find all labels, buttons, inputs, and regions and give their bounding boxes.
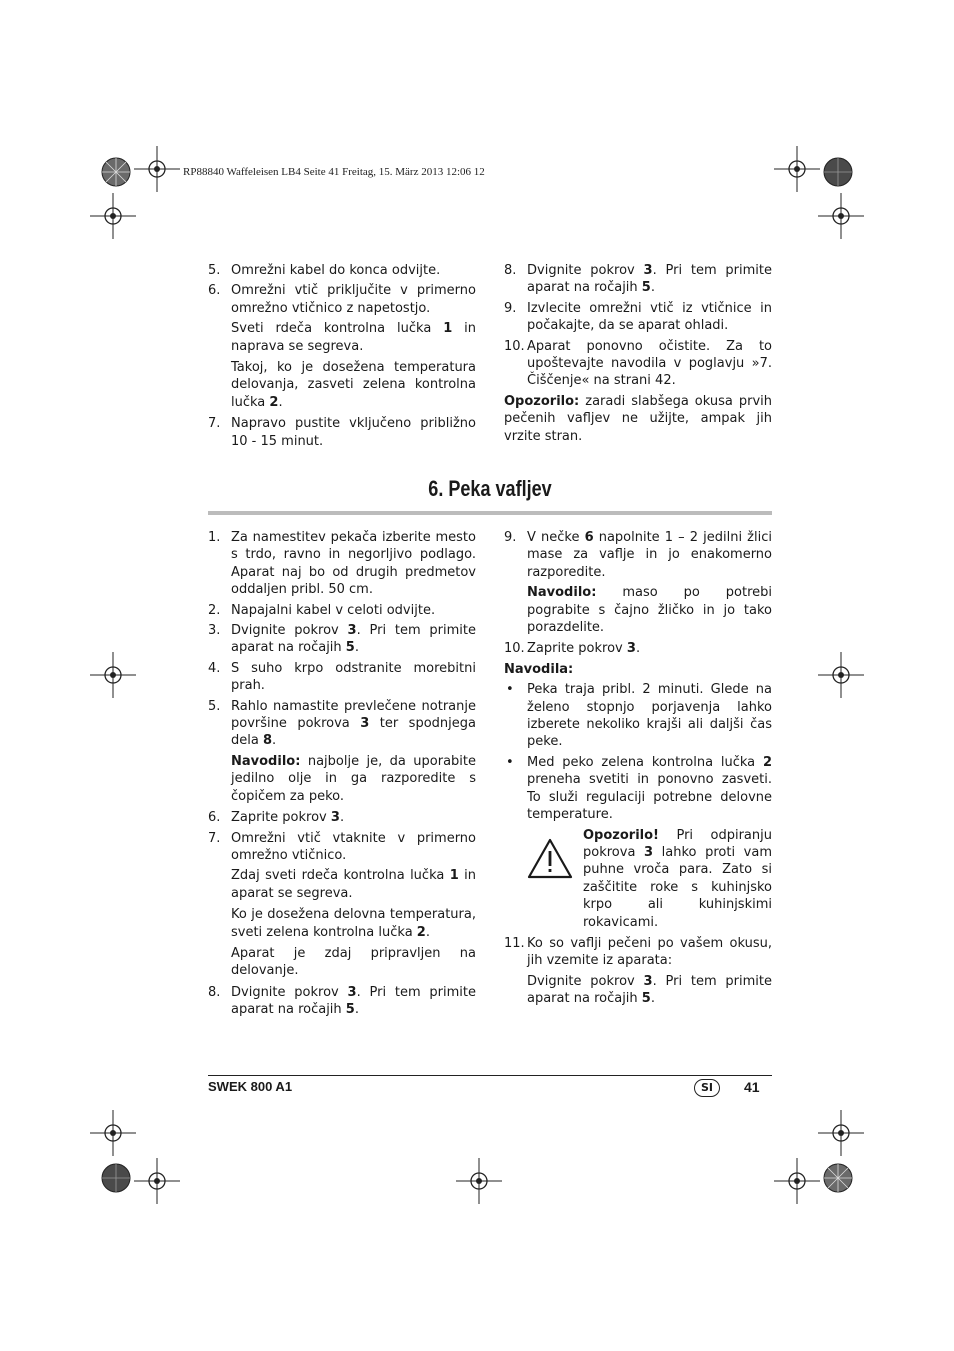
list-item [208,262,476,279]
paragraph [208,359,476,411]
crosshair-icon [818,652,864,698]
crosshair-icon [456,1158,502,1204]
item-number: 7. [208,416,221,432]
item-text: S suho krpo odstranite morebitni prah. [231,660,476,694]
text: . [278,394,283,410]
top-right-column [504,262,772,448]
item-number: 2. [208,602,221,618]
crosshair-icon [90,1110,136,1156]
crosshair-icon [90,193,136,239]
text: . Pri tem primite aparat na ročajih [527,973,773,1007]
text: Pri odpiranju pokrova [583,827,772,860]
item-number: 4. [208,660,221,676]
text: . Pri tem primite aparat na ročajih [527,263,773,296]
item-text: Napravo pustite vključeno približno 10 - 15 minut. [231,416,476,449]
text: . [650,280,655,296]
item-number: 8. [504,263,517,278]
print-slug: RP88840 Waffeleisen LB4 Seite 41 Freitag, 15. März 2013 12:06 12 [183,166,485,178]
text: Med peko zelena kontrolna lučka [527,754,763,770]
ref-number: 3 [643,263,653,278]
text: Dvignite pokrov [231,984,348,1000]
item-number: 11. [504,935,525,951]
list-item [208,282,476,317]
text: . Pri tem primite aparat na ročajih [231,984,477,1018]
item-text: Ko so vaflji pečeni po vašem okusu, jih vzemite iz aparata: [527,935,772,969]
item-text: Izvlecite omrežni vtič iz vtičnice in počakajte, da se aparat ohladi. [527,300,772,334]
bullet-item [504,754,772,824]
item-text: Napajalni kabel v celoti odvijte. [231,602,436,618]
warning-note [504,393,772,445]
ref-number: 1 [443,321,453,337]
ref-number: 8 [262,733,273,749]
paragraph [208,320,476,355]
text: ter spodnjega dela [231,716,476,749]
text: Zaprite pokrov [527,641,627,657]
item-text: Omrežni vtič vtaknite v primerno omrežno vtičnico. [231,830,476,863]
ref-number: 3 [330,810,340,826]
section-title: 6. Peka vafljev [428,476,552,501]
list-item [208,529,476,599]
paragraph: Aparat je zdaj pripravljen na delovanje. [231,945,476,979]
list-item [208,602,476,619]
text: . Pri tem primite aparat na ročajih [231,623,477,656]
ref-number: 3 [644,844,654,860]
list-item [504,529,772,581]
ref-number: 3 [360,716,370,732]
ref-number: 5 [345,1002,355,1018]
text: Ko je dosežena delovna temperatura, sveti zelena kontrolna lučka [231,907,476,940]
ref-number: 5 [641,280,651,296]
ref-number: 5 [641,991,651,1007]
text: preneha svetiti in ponovno zasveti. To služi regulaciji potrebne delovne temperature. [527,772,772,823]
footer-rule [208,1075,772,1076]
footer-model: SWEK 800 A1 [208,1079,293,1094]
list-item [208,660,476,695]
crosshair-icon [90,652,136,698]
crosshair-icon [818,193,864,239]
crosshair-icon [774,1158,820,1204]
note-label: Navodilo: [527,585,597,601]
text: V nečke [527,530,585,545]
item-number: 10. [504,338,525,354]
ref-number: 3 [626,641,636,657]
instruction-note [504,584,772,636]
bullet-item [504,681,772,751]
ref-number: 2 [416,924,426,940]
text: . [272,733,277,749]
crosshair-icon [134,146,180,192]
bottom-left-column [208,529,476,1022]
registration-wheel-icon [96,1158,136,1198]
crosshair-icon [818,1110,864,1156]
text: . [425,924,430,940]
ref-number: 3 [347,984,357,1000]
text: . [339,810,345,826]
item-text: Za namestitev pekača izberite mesto s trdo, ravno in negorljivo podlago. Aparat naj bo od drugih predmetov oddaljen pribl. 50 cm. [231,530,476,598]
text: Dvignite pokrov [527,263,644,278]
crosshair-icon [134,1158,180,1204]
note-text: najbolje je, da uporabite jedilno olje in ga razporedite s čopičem za peko. [231,753,476,804]
ref-number: 2 [269,394,279,410]
list-item [504,300,772,335]
item-number: 9. [504,300,517,316]
list-item [504,640,772,657]
item-number: 10. [504,641,525,657]
paragraph [504,973,772,1008]
list-item [208,622,476,657]
item-number: 5. [208,263,221,278]
list-item [504,262,772,297]
ref-number: 3 [643,973,653,989]
crosshair-icon [774,146,820,192]
item-number: 6. [208,283,221,299]
registration-wheel-icon [818,1158,858,1198]
note-label: Opozorilo: [504,393,580,409]
registration-wheel-icon [96,152,136,192]
item-text: Omrežni vtič priključite v primerno omrežno vtičnico z napetostjo. [231,283,476,316]
note-text: maso po potrebi pograbite s čajno žličko in jo tako porazdelite. [527,585,772,636]
list-item [504,935,772,970]
item-number: 1. [208,530,221,545]
item-number: 9. [504,530,517,545]
paragraph [208,867,476,902]
item-number: 8. [208,984,221,1000]
text: Peka traja pribl. 2 minuti. Glede na želeno stopnjo porjavenja lahko izberete nekoliko krajši ali daljši čas peke. [527,682,772,750]
item-number: 6. [208,810,221,826]
list-item [208,698,476,750]
top-left-column [208,262,476,453]
text: in naprava se segreva. [231,321,476,354]
text: Takoj, ko je dosežena temperatura delovanja, zasveti zelena kontrolna lučka [231,360,476,410]
page-number: 41 [744,1079,760,1095]
ref-number: 2 [762,754,772,770]
text: Rahlo namastite prevlečene notranje površine pokrova [231,698,476,732]
list-item [208,830,476,865]
paragraph [208,906,476,941]
bullet-icon: • [506,682,514,698]
notes-heading: Navodila: [504,661,574,677]
ref-number: 1 [449,868,459,884]
note-label: Navodilo: [231,753,301,769]
ref-number: 5 [345,640,355,656]
text: napolnite 1 – 2 jedilni žlici mase za vaflje in jo enakomerno razporedite. [527,530,772,580]
item-text: Omrežni kabel do konca odvijte. [231,263,441,278]
text: in aparat se segreva. [231,868,476,901]
text: Dvignite pokrov [231,623,348,639]
item-number: 3. [208,623,221,639]
warning-label: Opozorilo! [583,827,659,843]
list-item [208,809,476,826]
item-number: 5. [208,698,221,714]
registration-wheel-icon [818,152,858,192]
text: Zdaj sveti rdeča kontrolna lučka [231,868,450,884]
text: lahko proti vam puhne vroča para. Zato si zaščitite roke s kuhinjsko krpo ali kuhinjskimi rokavicami. [583,844,772,930]
bottom-right-column [504,529,772,1012]
text: Dvignite pokrov [527,973,644,989]
list-item [208,415,476,450]
ref-number: 3 [347,623,357,639]
text: . [635,641,641,657]
bullet-icon: • [506,754,514,770]
list-item [504,338,772,390]
text: . [650,991,655,1007]
section-rule [208,511,772,515]
list-item [208,984,476,1019]
item-text: Aparat ponovno očistite. Za to upoštevajte navodila v poglavju »7. Čiščenje« na strani 42. [527,338,772,389]
instruction-note [208,753,476,805]
warning-triangle-icon [527,837,573,879]
text: . [354,1002,359,1018]
hot-steam-warning [527,827,772,931]
item-number: 7. [208,830,221,846]
text: . [354,640,359,656]
note-text: zaradi slabšega okusa prvih pečenih vafljev ne užijte, ampak jih vrzite stran. [504,393,772,444]
text: Sveti rdeča kontrolna lučka [231,321,444,337]
language-badge: SI [694,1079,720,1097]
ref-number: 6 [584,530,594,545]
text: Zaprite pokrov [231,810,331,826]
